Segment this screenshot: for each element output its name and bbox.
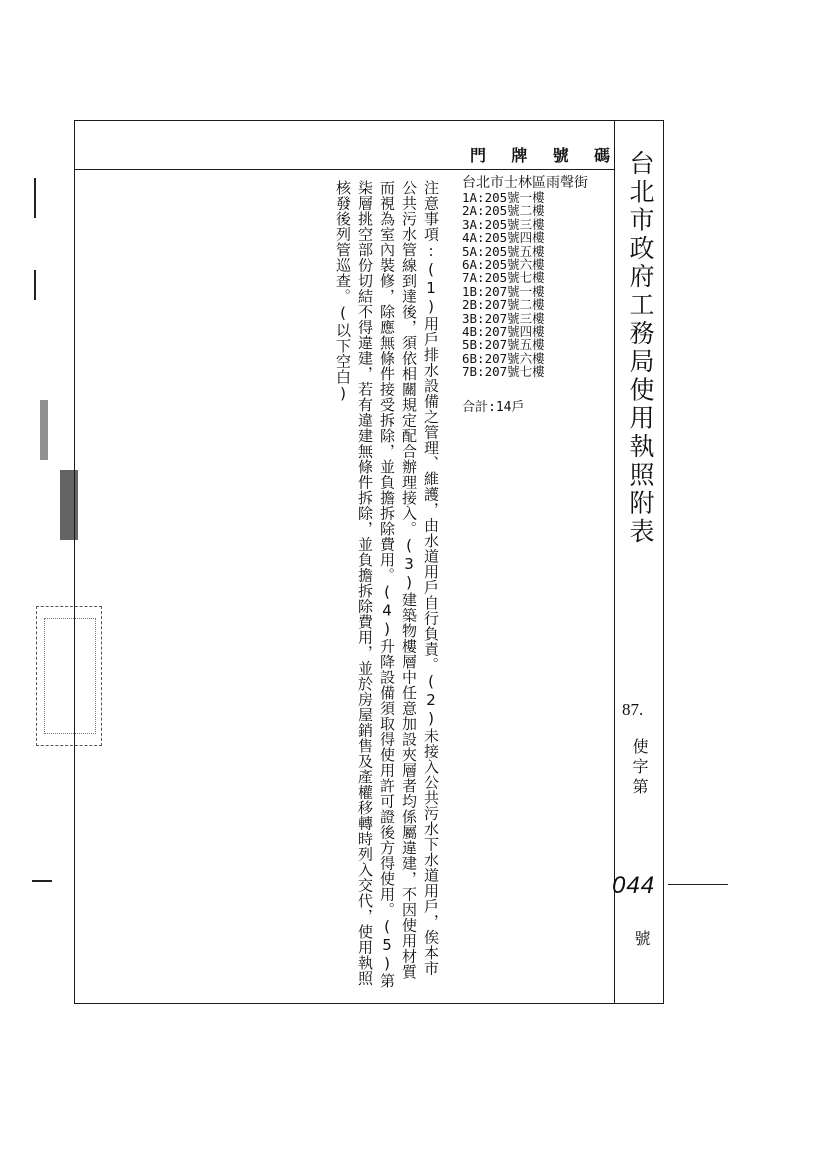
header-char: 牌: [511, 146, 528, 165]
header-row-divider: [74, 169, 614, 170]
permit-number: 044: [612, 872, 656, 899]
unit-address: 3B:207號三樓: [462, 310, 545, 326]
unit-address-list: [462, 191, 545, 379]
unit-address: 1A:205號一樓: [462, 190, 545, 205]
scan-mark-left-1: [34, 178, 36, 218]
unit-address: 5B:207號五樓: [462, 337, 545, 353]
unit-total: 合計:14戶: [462, 400, 525, 415]
permit-number-suffix: 號: [632, 930, 651, 946]
notes-text: 注意事項:(1)用戶排水設備之管理、維護，由水道用戶自行負責。(2)未接入公共污水下水道用戶，俟本市公共污水管線到達後，須依相關規定配合辦理接入。(3)建築物樓層中任意加設夾層者均係屬違建，不因使用材質而視為室內裝修，除應無條件接受拆除，並負擔拆除費用。(4)升降設備須取得使用許可證後方得使用。(5)第柒層挑空部份切結不得違建，若有違建無條件拆除，並負擔拆除費用，並於房屋銷售及產權移轉時列入交代，使用執照核發後列管巡查。(以下空白): [334, 180, 440, 989]
unit-address: 4A:205號四樓: [462, 230, 545, 246]
header-char: 號: [552, 146, 569, 165]
document-title: 台北市政府工務局使用執照附表: [626, 150, 655, 547]
permit-label: 使字第: [630, 738, 649, 798]
permit-number-tail-line: [668, 884, 728, 885]
column-header: [470, 143, 610, 166]
header-char: 碼: [593, 146, 610, 165]
unit-address: 4B:207號四樓: [462, 324, 545, 340]
unit-address: 7A:205號七樓: [462, 270, 545, 286]
unit-address: 1B:207號一樓: [462, 283, 545, 299]
unit-address: 2B:207號二樓: [462, 297, 545, 313]
unit-address: 3A:205號三樓: [462, 216, 545, 232]
unit-address: 5A:205號五樓: [462, 243, 545, 259]
unit-address: 2A:205號二樓: [462, 203, 545, 219]
header-char: 門: [470, 146, 487, 165]
unit-address: 6A:205號六樓: [462, 257, 545, 273]
scan-mark-left-3: [32, 880, 52, 882]
permit-year: 87.: [622, 700, 644, 719]
street-address: 台北市士林區雨聲街: [462, 175, 588, 191]
unit-address: 7B:207號七樓: [462, 364, 545, 380]
unit-address: 6B:207號六樓: [462, 350, 545, 366]
scan-mark-left-4: [40, 400, 48, 460]
scan-mark-left-2: [34, 270, 36, 300]
